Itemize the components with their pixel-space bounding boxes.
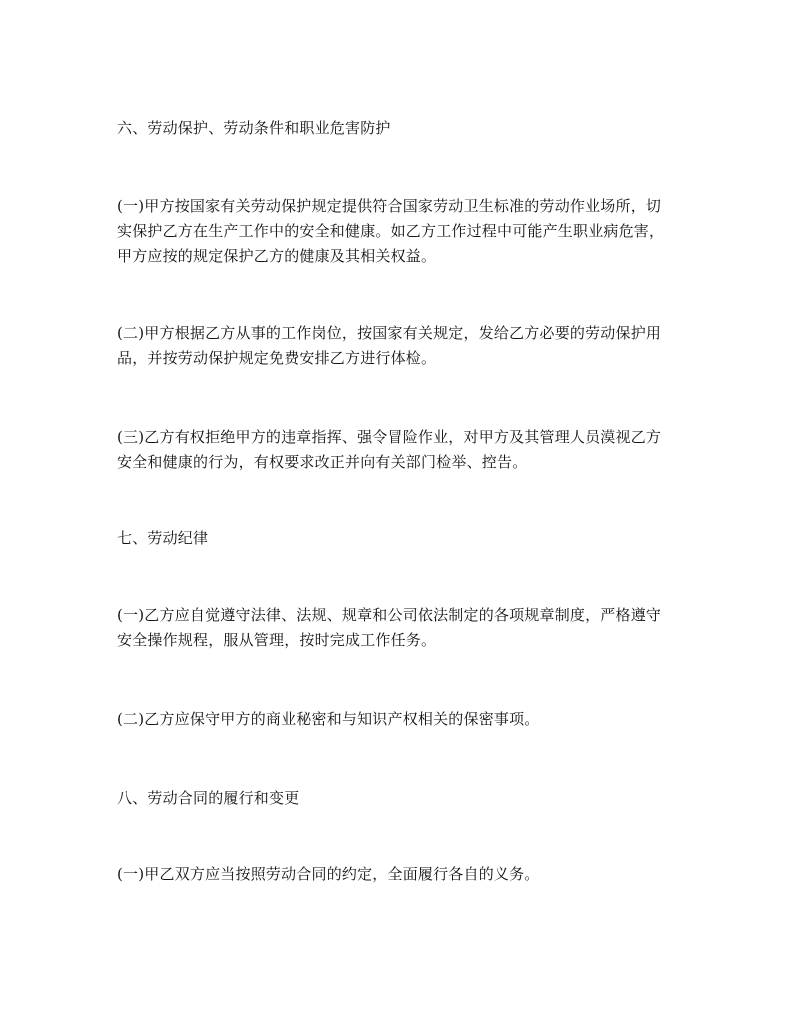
paragraph-line: (一)乙方应自觉遵守法律、法规、规章和公司依法制定的各项规章制度，严格遵守: [117, 606, 662, 624]
section-heading-six: 六、劳动保护、劳动条件和职业危害防护: [117, 119, 391, 137]
paragraph-line: (一)甲方按国家有关劳动保护规定提供符合国家劳动卫生标准的劳动作业场所，切: [117, 197, 662, 215]
section-heading-eight: 八、劳动合同的履行和变更: [117, 789, 300, 807]
paragraph-line: 安全操作规程，服从管理，按时完成工作任务。: [117, 631, 437, 649]
paragraph-line: 安全和健康的行为，有权要求改正并向有关部门检举、控告。: [117, 453, 528, 471]
paragraph-line: (一)甲乙双方应当按照劳动合同的约定，全面履行各自的义务。: [117, 865, 540, 883]
paragraph-line: (三)乙方有权拒绝甲方的违章指挥、强令冒险作业，对甲方及其管理人员漠视乙方: [117, 428, 662, 446]
paragraph-line: (二)乙方应保守甲方的商业秘密和与知识产权相关的保密事项。: [117, 710, 540, 728]
section-heading-seven: 七、劳动纪律: [117, 529, 209, 547]
paragraph-line: (二)甲方根据乙方从事的工作岗位，按国家有关规定，发给乙方必要的劳动保护用: [117, 324, 662, 342]
paragraph-line: 品，并按劳动保护规定免费安排乙方进行体检。: [117, 349, 437, 367]
paragraph-line: 实保护乙方在生产工作中的安全和健康。如乙方工作过程中可能产生职业病危害，: [117, 222, 665, 240]
paragraph-line: 甲方应按的规定保护乙方的健康及其相关权益。: [117, 247, 437, 265]
